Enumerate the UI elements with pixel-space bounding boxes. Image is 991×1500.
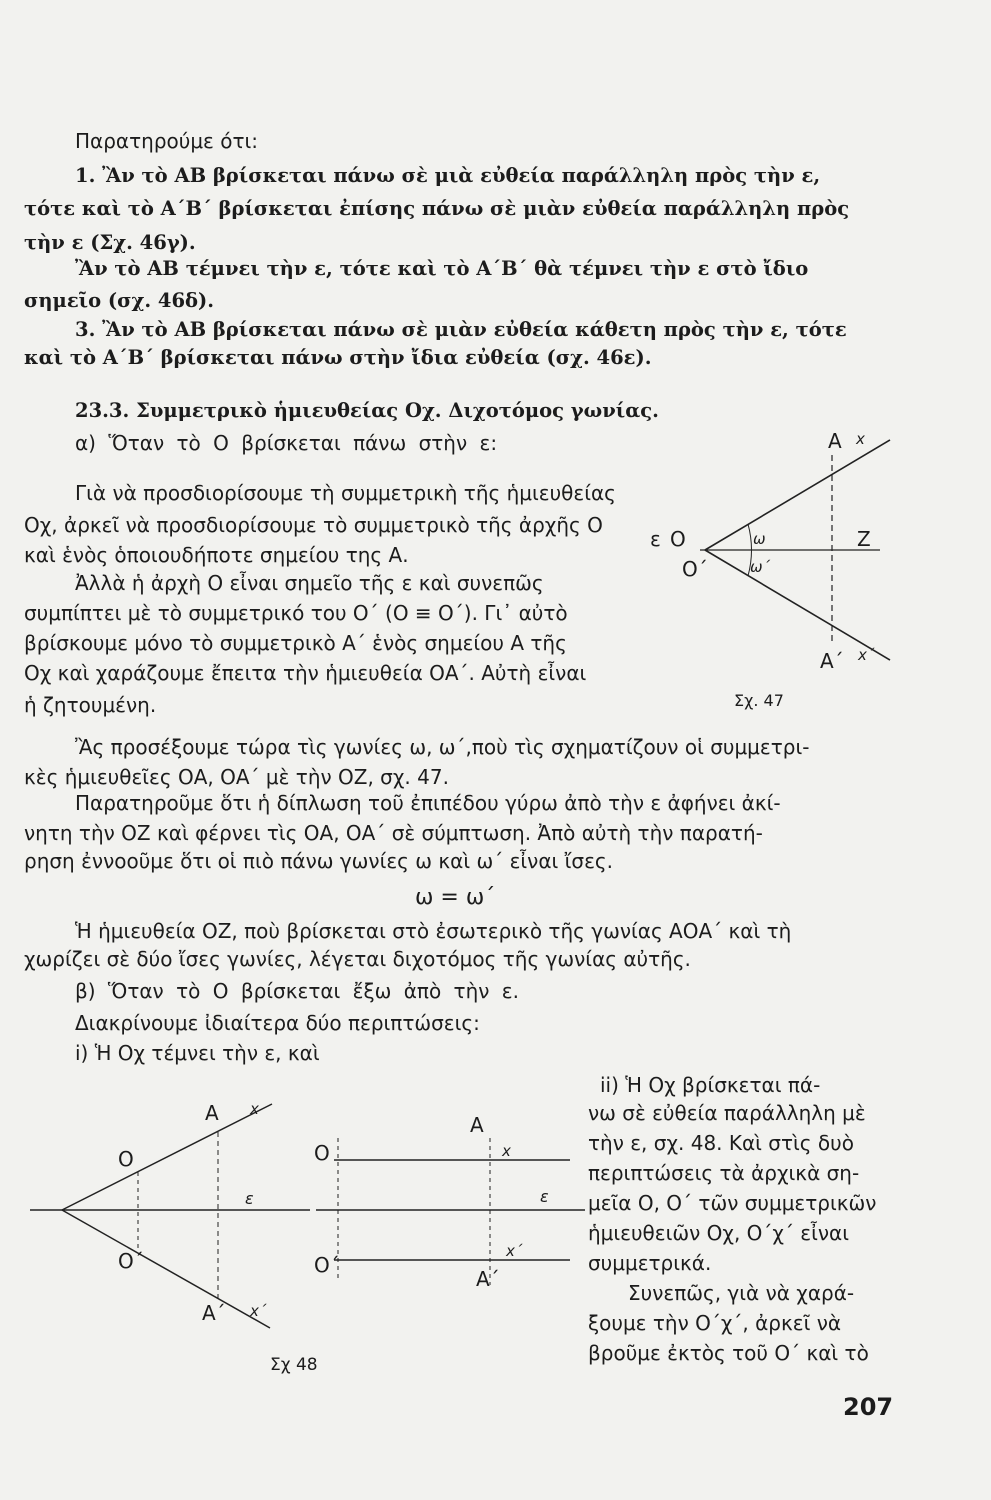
- figure-48: [20, 1080, 580, 1380]
- section-heading: 23.3. Συμμετρικὸ ἡμιευθείας Οχ. Διχοτόμος γωνίας.: [75, 399, 659, 422]
- label-x: x: [502, 1142, 511, 1160]
- text-line: βροῦμε ἐκτὸς τοῦ Ο΄ καὶ τὸ: [588, 1341, 869, 1365]
- text-line: Ἂν τὸ ΑΒ τέμνει τὴν ε, τότε καὶ τὸ Α΄Β΄ θὰ τέμνει τὴν ε στὸ ἴδιο: [75, 257, 809, 280]
- text-line: χωρίζει σὲ δύο ἴσες γωνίες, λέγεται διχοτόμος τῆς γωνίας αὐτῆς.: [24, 947, 691, 971]
- label-o: Ο: [670, 527, 686, 551]
- text-line: ἡ ζητουμένη.: [24, 693, 157, 717]
- label-z: Z: [857, 527, 871, 551]
- text-line: ξουμε τὴν Ο΄χ΄, ἀρκεῖ νὰ: [588, 1311, 842, 1335]
- text-line: 3. Ἂν τὸ ΑΒ βρίσκεται πάνω σὲ μιὰν εὐθεία κάθετη πρὸς τὴν ε, τότε: [75, 318, 847, 341]
- label-o: Ο: [314, 1141, 330, 1165]
- text-line: β) Ὅταν τὸ Ο βρίσκεται ἔξω ἀπὸ τὴν ε.: [75, 979, 519, 1003]
- text-line: Οχ, ἀρκεῖ νὰ προσδιορίσουμε τὸ συμμετρικὸ τῆς ἀρχῆς Ο: [24, 513, 603, 537]
- text-line: Γιὰ νὰ προσδιορίσουμε τὴ συμμετρικὴ τῆς ἡμιευθείας: [75, 481, 616, 505]
- label-omega: ω: [753, 530, 766, 548]
- label-a-prime: Α΄: [820, 649, 844, 673]
- text-line: νητη τὴν ΟΖ καὶ φέρνει τὶς ΟΑ, ΟΑ΄ σὲ σύμπτωση. Ἀπὸ αὐτὴ τὴν παρατή-: [24, 821, 763, 845]
- label-x: x: [250, 1100, 259, 1118]
- label-omega-prime: ω΄: [750, 558, 771, 576]
- text-line: τὴν ε, σχ. 48. Καὶ στὶς δυὸ: [588, 1131, 854, 1155]
- label-o-prime: Ο΄: [682, 557, 708, 581]
- label-epsilon: ε: [650, 527, 661, 551]
- label-x: x: [856, 430, 865, 448]
- label-a-prime: Α΄: [476, 1267, 500, 1291]
- label-a-prime: Α΄: [202, 1301, 226, 1325]
- text-line: τὴν ε (Σχ. 46γ).: [24, 231, 196, 254]
- text-line: i) Ἡ Οχ τέμνει τὴν ε, καὶ: [75, 1041, 320, 1065]
- label-o-prime: Ο΄: [314, 1253, 340, 1277]
- text-line: Ἂς προσέξουμε τώρα τὶς γωνίες ω, ω΄,ποὺ τὶς σχηματίζουν οἱ συμμετρι-: [75, 735, 810, 759]
- figure-47: [640, 420, 900, 720]
- text-line: κὲς ἡμιευθεῖες ΟΑ, ΟΑ΄ μὲ τὴν ΟΖ, σχ. 47.: [24, 765, 449, 789]
- ray-oa-prime: [705, 550, 890, 660]
- page-number: 207: [843, 1393, 894, 1421]
- text-line: α) Ὅταν τὸ Ο βρίσκεται πάνω στὴν ε:: [75, 431, 498, 455]
- text-line: συμπίπτει μὲ τὸ συμμετρικό του Ο΄ (Ο ≡ Ο΄). Γι᾽ αὐτὸ: [24, 601, 568, 625]
- label-a: Α: [470, 1113, 484, 1137]
- text-line: καὶ τὸ Α΄Β΄ βρίσκεται πάνω στὴν ἴδια εὐθεία (σχ. 46ε).: [24, 346, 652, 369]
- label-x-prime: x΄: [250, 1302, 267, 1320]
- label-x-prime: x΄: [858, 646, 875, 664]
- text-line: Ἡ ἡμιευθεία ΟΖ, ποὺ βρίσκεται στὸ ἐσωτερικὸ τῆς γωνίας ΑΟΑ΄ καὶ τὴ: [75, 919, 792, 943]
- text-line: νω σὲ εὐθεία παράλληλη μὲ: [588, 1101, 866, 1125]
- text-line: Παρατηροῦμε ὅτι ἡ δίπλωση τοῦ ἐπιπέδου γύρω ἀπὸ τὴν ε ἀφήνει ἀκί-: [75, 791, 781, 815]
- ray-o-prime-x-prime: [62, 1210, 270, 1328]
- text-line: ii) Ἡ Οχ βρίσκεται πά-: [600, 1073, 821, 1097]
- text-line: ρηση ἐννοοῦμε ὅτι οἱ πιὸ πάνω γωνίες ω καὶ ω΄ εἶναι ἴσες.: [24, 849, 613, 873]
- label-a: Α: [205, 1101, 219, 1125]
- text-line: τότε καὶ τὸ Α΄Β΄ βρίσκεται ἐπίσης πάνω σὲ μιὰν εὐθεία παράλληλη πρὸς: [24, 197, 850, 220]
- text-line: βρίσκουμε μόνο τὸ συμμετρικὸ Α΄ ἑνὸς σημείου Α τῆς: [24, 631, 567, 655]
- text-line: Οχ καὶ χαράζουμε ἔπειτα τὴν ἡμιευθεία ΟΑ΄. Αὐτὴ εἶναι: [24, 661, 587, 685]
- text-line: σημεῖο (σχ. 46δ).: [24, 289, 215, 312]
- label-o-prime: Ο΄: [118, 1249, 144, 1273]
- text-line: 1. Ἂν τὸ ΑΒ βρίσκεται πάνω σὲ μιὰ εὐθεία παράλληλη πρὸς τὴν ε,: [75, 164, 821, 187]
- equation: ω = ω΄: [415, 885, 496, 910]
- figure-caption: Σχ. 47: [734, 691, 784, 710]
- text-line: ἡμιευθειῶν Οχ, Ο΄χ΄ εἶναι: [588, 1221, 850, 1245]
- label-epsilon: ε: [245, 1189, 254, 1208]
- text-line: περιπτώσεις τὰ ἀρχικὰ ση-: [588, 1161, 860, 1185]
- figure-caption: Σχ 48: [270, 1355, 318, 1375]
- text-line: Συνεπῶς, γιὰ νὰ χαρά-: [628, 1281, 855, 1305]
- label-o: Ο: [118, 1147, 134, 1171]
- text-line: καὶ ἑνὸς ὁποιουδήποτε σημείου της Α.: [24, 543, 409, 567]
- label-epsilon: ε: [540, 1187, 549, 1206]
- ray-ox: [62, 1104, 272, 1210]
- text-line: Διακρίνουμε ἰδιαίτερα δύο περιπτώσεις:: [75, 1011, 480, 1035]
- text-line: μεῖα Ο, Ο΄ τῶν συμμετρικῶν: [588, 1191, 877, 1215]
- text-line: Ἀλλὰ ἡ ἀρχὴ Ο εἶναι σημεῖο τῆς ε καὶ συνεπῶς: [75, 571, 544, 595]
- label-x-prime: x΄: [506, 1242, 523, 1260]
- text-line: Παρατηρούμε ότι:: [75, 129, 258, 153]
- label-a: Α: [828, 429, 842, 453]
- text-line: συμμετρικά.: [588, 1251, 712, 1275]
